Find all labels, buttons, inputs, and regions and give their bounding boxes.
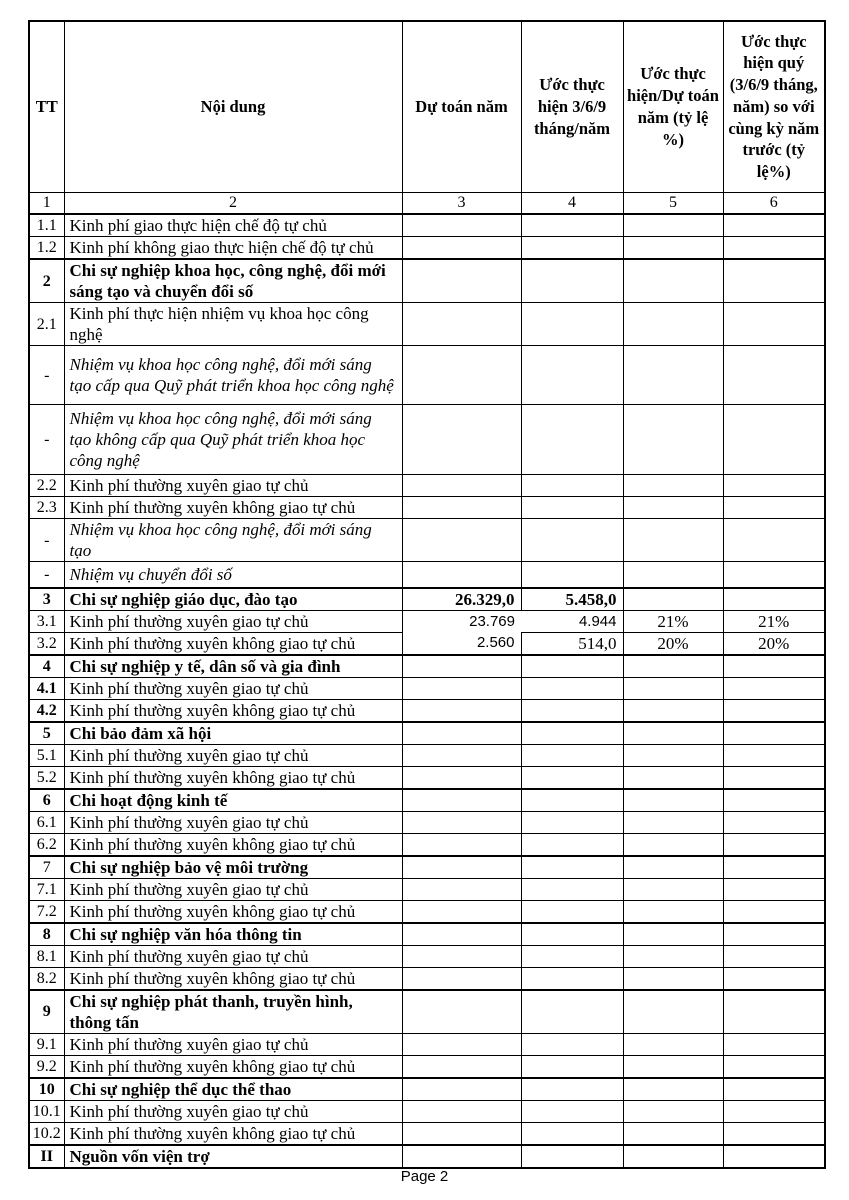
content-cell: Chi sự nghiệp văn hóa thông tin <box>64 923 402 946</box>
value-cell <box>521 677 623 699</box>
value-cell <box>623 766 723 789</box>
value-cell <box>723 1033 825 1055</box>
row-number-cell: 8.1 <box>29 945 64 967</box>
value-cell <box>623 722 723 745</box>
content-cell: Chi sự nghiệp y tế, dân số và gia đình <box>64 655 402 678</box>
value-cell <box>723 588 825 611</box>
table-row <box>29 610 825 632</box>
value-cell: 21% <box>723 610 825 632</box>
row-number-cell: - <box>29 519 64 562</box>
value-cell <box>723 214 825 237</box>
content-cell: Kinh phí giao thực hiện chế độ tự chủ <box>64 214 402 237</box>
value-cell <box>623 1100 723 1122</box>
value-cell <box>723 699 825 722</box>
table-row <box>29 475 825 497</box>
value-cell <box>623 677 723 699</box>
table-row <box>29 677 825 699</box>
content-cell: Chi sự nghiệp thể dục thể thao <box>64 1078 402 1101</box>
content-cell: Kinh phí thực hiện nhiệm vụ khoa học công nghệ <box>64 303 402 346</box>
row-number-cell: - <box>29 346 64 405</box>
row-number-cell: 7 <box>29 856 64 879</box>
table-row <box>29 1078 825 1101</box>
row-number-cell: 4.1 <box>29 677 64 699</box>
table-row <box>29 214 825 237</box>
value-cell: 20% <box>623 632 723 655</box>
row-number-cell: 10.2 <box>29 1122 64 1145</box>
value-cell <box>521 346 623 405</box>
table-row <box>29 237 825 260</box>
value-cell <box>723 967 825 990</box>
content-cell: Kinh phí thường xuyên không giao tự chủ <box>64 900 402 923</box>
page-number: Page 2 <box>400 1168 449 1185</box>
value-cell <box>723 833 825 856</box>
content-cell: Kinh phí không giao thực hiện chế độ tự chủ <box>64 237 402 260</box>
value-cell <box>521 519 623 562</box>
value-cell <box>521 699 623 722</box>
budget-table <box>28 20 826 1169</box>
value-cell <box>402 744 521 766</box>
table-row <box>29 1055 825 1078</box>
col-header-noi-dung: Nội dung <box>64 21 402 192</box>
content-cell: Kinh phí thường xuyên giao tự chủ <box>64 475 402 497</box>
value-cell <box>723 1122 825 1145</box>
value-cell <box>521 722 623 745</box>
table-row <box>29 562 825 588</box>
value-cell <box>723 655 825 678</box>
value-cell <box>521 405 623 475</box>
value-cell <box>623 303 723 346</box>
value-cell: 23.769 <box>402 610 521 632</box>
value-cell <box>521 990 623 1034</box>
row-number-cell: 9.1 <box>29 1033 64 1055</box>
value-cell <box>623 699 723 722</box>
table-row <box>29 405 825 475</box>
header-row <box>29 21 825 192</box>
table-row <box>29 811 825 833</box>
value-cell <box>723 346 825 405</box>
table-row <box>29 346 825 405</box>
content-cell: Nhiệm vụ khoa học công nghệ, đổi mới sáng tạo <box>64 519 402 562</box>
value-cell <box>623 1078 723 1101</box>
content-cell: Kinh phí thường xuyên giao tự chủ <box>64 610 402 632</box>
value-cell <box>402 405 521 475</box>
value-cell <box>402 1145 521 1168</box>
value-cell <box>521 744 623 766</box>
row-number-cell: 9.2 <box>29 1055 64 1078</box>
value-cell <box>623 1033 723 1055</box>
value-cell <box>521 1055 623 1078</box>
value-cell <box>402 900 521 923</box>
value-cell <box>402 259 521 303</box>
value-cell <box>402 1055 521 1078</box>
content-cell: Kinh phí thường xuyên không giao tự chủ <box>64 632 402 655</box>
value-cell <box>723 856 825 879</box>
table-row <box>29 833 825 856</box>
value-cell <box>623 811 723 833</box>
table-row <box>29 789 825 812</box>
value-cell: 2.560 <box>402 632 521 655</box>
table-row <box>29 744 825 766</box>
column-number: 1 <box>29 192 64 214</box>
value-cell <box>402 519 521 562</box>
value-cell <box>521 811 623 833</box>
value-cell: 4.944 <box>521 610 623 632</box>
value-cell <box>521 1122 623 1145</box>
row-number-cell: II <box>29 1145 64 1168</box>
table-row <box>29 856 825 879</box>
row-number-cell: 8 <box>29 923 64 946</box>
content-cell: Nhiệm vụ chuyển đổi số <box>64 562 402 588</box>
content-cell: Kinh phí thường xuyên giao tự chủ <box>64 744 402 766</box>
value-cell <box>623 856 723 879</box>
value-cell: 20% <box>723 632 825 655</box>
table-row <box>29 878 825 900</box>
value-cell <box>402 811 521 833</box>
content-cell: Kinh phí thường xuyên không giao tự chủ <box>64 967 402 990</box>
row-number-cell: 2.1 <box>29 303 64 346</box>
row-number-cell: 4 <box>29 655 64 678</box>
value-cell <box>521 562 623 588</box>
value-cell <box>521 856 623 879</box>
row-number-cell: 7.2 <box>29 900 64 923</box>
value-cell <box>521 766 623 789</box>
value-cell <box>521 833 623 856</box>
value-cell <box>402 699 521 722</box>
value-cell <box>623 655 723 678</box>
value-cell <box>723 1055 825 1078</box>
table-row <box>29 1100 825 1122</box>
value-cell <box>723 303 825 346</box>
value-cell <box>623 1055 723 1078</box>
value-cell <box>402 1078 521 1101</box>
content-cell: Nhiệm vụ khoa học công nghệ, đổi mới sáng tạo không cấp qua Quỹ phát triển khoa học công nghệ <box>64 405 402 475</box>
value-cell <box>402 878 521 900</box>
col-header-ty-le-du-toan: Ước thực hiện/Dự toán năm (tỷ lệ %) <box>623 21 723 192</box>
table-row <box>29 900 825 923</box>
table-row <box>29 1145 825 1168</box>
value-cell <box>402 214 521 237</box>
table-row <box>29 1033 825 1055</box>
row-number-cell: 10.1 <box>29 1100 64 1122</box>
content-cell: Chi bảo đảm xã hội <box>64 722 402 745</box>
table-row <box>29 259 825 303</box>
column-number: 5 <box>623 192 723 214</box>
value-cell <box>623 990 723 1034</box>
value-cell <box>402 722 521 745</box>
content-cell: Kinh phí thường xuyên không giao tự chủ <box>64 699 402 722</box>
row-number-cell: 5.2 <box>29 766 64 789</box>
value-cell <box>521 497 623 519</box>
content-cell: Kinh phí thường xuyên không giao tự chủ <box>64 497 402 519</box>
table-row <box>29 497 825 519</box>
value-cell <box>402 789 521 812</box>
value-cell: 514,0 <box>521 632 623 655</box>
value-cell <box>521 214 623 237</box>
row-number-cell: 5.1 <box>29 744 64 766</box>
value-cell <box>623 497 723 519</box>
report-page <box>28 20 824 1169</box>
value-cell <box>623 789 723 812</box>
value-cell <box>723 744 825 766</box>
content-cell: Kinh phí thường xuyên giao tự chủ <box>64 677 402 699</box>
value-cell <box>623 588 723 611</box>
value-cell <box>723 923 825 946</box>
value-cell: 21% <box>623 610 723 632</box>
value-cell <box>723 1100 825 1122</box>
value-cell <box>402 967 521 990</box>
table-row <box>29 519 825 562</box>
value-cell <box>402 237 521 260</box>
value-cell <box>521 878 623 900</box>
column-number: 4 <box>521 192 623 214</box>
col-header-du-toan-nam: Dự toán năm <box>402 21 521 192</box>
value-cell <box>723 990 825 1034</box>
value-cell <box>402 1033 521 1055</box>
row-number-cell: 6 <box>29 789 64 812</box>
row-number-cell: - <box>29 405 64 475</box>
value-cell <box>723 1145 825 1168</box>
value-cell <box>402 990 521 1034</box>
row-number-cell: 4.2 <box>29 699 64 722</box>
row-number-cell: 5 <box>29 722 64 745</box>
content-cell: Kinh phí thường xuyên giao tự chủ <box>64 1100 402 1122</box>
value-cell <box>723 789 825 812</box>
row-number-cell: 10 <box>29 1078 64 1101</box>
table-row <box>29 766 825 789</box>
value-cell <box>623 744 723 766</box>
value-cell <box>623 562 723 588</box>
row-number-cell: 1.2 <box>29 237 64 260</box>
table-row <box>29 967 825 990</box>
content-cell: Kinh phí thường xuyên không giao tự chủ <box>64 833 402 856</box>
content-cell: Chi sự nghiệp phát thanh, truyền hình, thông tấn <box>64 990 402 1034</box>
col-header-tt: TT <box>29 21 64 192</box>
value-cell <box>402 497 521 519</box>
content-cell: Chi sự nghiệp bảo vệ môi trường <box>64 856 402 879</box>
value-cell <box>623 967 723 990</box>
row-number-cell: 3.1 <box>29 610 64 632</box>
row-number-cell: 7.1 <box>29 878 64 900</box>
value-cell <box>402 677 521 699</box>
row-number-cell: 2 <box>29 259 64 303</box>
value-cell <box>723 878 825 900</box>
value-cell <box>723 722 825 745</box>
value-cell <box>623 833 723 856</box>
value-cell <box>623 878 723 900</box>
value-cell <box>402 945 521 967</box>
value-cell <box>402 475 521 497</box>
value-cell <box>402 562 521 588</box>
row-number-cell: 6.2 <box>29 833 64 856</box>
table-row <box>29 632 825 655</box>
content-cell: Kinh phí thường xuyên giao tự chủ <box>64 878 402 900</box>
value-cell <box>521 900 623 923</box>
table-body <box>29 214 825 1168</box>
content-cell: Chi hoạt động kinh tế <box>64 789 402 812</box>
value-cell <box>723 1078 825 1101</box>
table-row <box>29 923 825 946</box>
value-cell <box>723 497 825 519</box>
value-cell <box>623 405 723 475</box>
table-row <box>29 722 825 745</box>
column-number: 6 <box>723 192 825 214</box>
value-cell <box>723 519 825 562</box>
value-cell <box>623 1122 723 1145</box>
value-cell <box>521 945 623 967</box>
value-cell <box>623 1145 723 1168</box>
col-header-uoc-thuc-hien: Ước thực hiện 3/6/9 tháng/năm <box>521 21 623 192</box>
value-cell <box>723 237 825 260</box>
content-cell: Kinh phí thường xuyên không giao tự chủ <box>64 766 402 789</box>
value-cell <box>623 923 723 946</box>
value-cell <box>402 923 521 946</box>
value-cell <box>521 1145 623 1168</box>
content-cell: Kinh phí thường xuyên không giao tự chủ <box>64 1055 402 1078</box>
table-row <box>29 655 825 678</box>
col-header-ty-le-cung-ky: Ước thực hiện quý (3/6/9 tháng, năm) so với cùng kỳ năm trước (tỷ lệ%) <box>723 21 825 192</box>
value-cell <box>623 346 723 405</box>
content-cell: Kinh phí thường xuyên giao tự chủ <box>64 945 402 967</box>
value-cell <box>623 214 723 237</box>
value-cell <box>723 677 825 699</box>
value-cell <box>623 900 723 923</box>
value-cell <box>521 303 623 346</box>
value-cell <box>723 562 825 588</box>
value-cell <box>521 475 623 497</box>
row-number-cell: 2.3 <box>29 497 64 519</box>
value-cell <box>402 1100 521 1122</box>
row-number-cell: 1.1 <box>29 214 64 237</box>
row-number-cell: - <box>29 562 64 588</box>
value-cell <box>402 346 521 405</box>
table-row <box>29 945 825 967</box>
table-row <box>29 699 825 722</box>
column-number: 2 <box>64 192 402 214</box>
value-cell <box>623 475 723 497</box>
value-cell <box>521 655 623 678</box>
table-row <box>29 588 825 611</box>
value-cell <box>402 655 521 678</box>
column-number-row <box>29 192 825 214</box>
row-number-cell: 3 <box>29 588 64 611</box>
table-row <box>29 990 825 1034</box>
value-cell: 26.329,0 <box>402 588 521 611</box>
content-cell: Nguồn vốn viện trợ <box>64 1145 402 1168</box>
table-row <box>29 1122 825 1145</box>
value-cell <box>521 923 623 946</box>
value-cell <box>723 475 825 497</box>
table-row <box>29 303 825 346</box>
value-cell <box>623 519 723 562</box>
value-cell <box>402 833 521 856</box>
value-cell <box>623 945 723 967</box>
value-cell <box>723 766 825 789</box>
value-cell <box>723 811 825 833</box>
content-cell: Chi sự nghiệp giáo dục, đào tạo <box>64 588 402 611</box>
value-cell <box>723 900 825 923</box>
content-cell: Kinh phí thường xuyên không giao tự chủ <box>64 1122 402 1145</box>
content-cell: Kinh phí thường xuyên giao tự chủ <box>64 1033 402 1055</box>
content-cell: Chi sự nghiệp khoa học, công nghệ, đổi mới sáng tạo và chuyển đổi số <box>64 259 402 303</box>
value-cell <box>521 1100 623 1122</box>
value-cell <box>402 856 521 879</box>
column-number: 3 <box>402 192 521 214</box>
row-number-cell: 3.2 <box>29 632 64 655</box>
value-cell <box>402 303 521 346</box>
value-cell <box>521 259 623 303</box>
value-cell <box>402 1122 521 1145</box>
value-cell <box>521 967 623 990</box>
value-cell <box>623 237 723 260</box>
value-cell <box>521 1078 623 1101</box>
value-cell <box>521 1033 623 1055</box>
value-cell: 5.458,0 <box>521 588 623 611</box>
value-cell <box>402 766 521 789</box>
row-number-cell: 2.2 <box>29 475 64 497</box>
value-cell <box>723 259 825 303</box>
value-cell <box>521 789 623 812</box>
content-cell: Nhiệm vụ khoa học công nghệ, đổi mới sáng tạo cấp qua Quỹ phát triển khoa học công nghệ <box>64 346 402 405</box>
value-cell <box>521 237 623 260</box>
row-number-cell: 8.2 <box>29 967 64 990</box>
value-cell <box>623 259 723 303</box>
row-number-cell: 6.1 <box>29 811 64 833</box>
content-cell: Kinh phí thường xuyên giao tự chủ <box>64 811 402 833</box>
value-cell <box>723 945 825 967</box>
value-cell <box>723 405 825 475</box>
row-number-cell: 9 <box>29 990 64 1034</box>
